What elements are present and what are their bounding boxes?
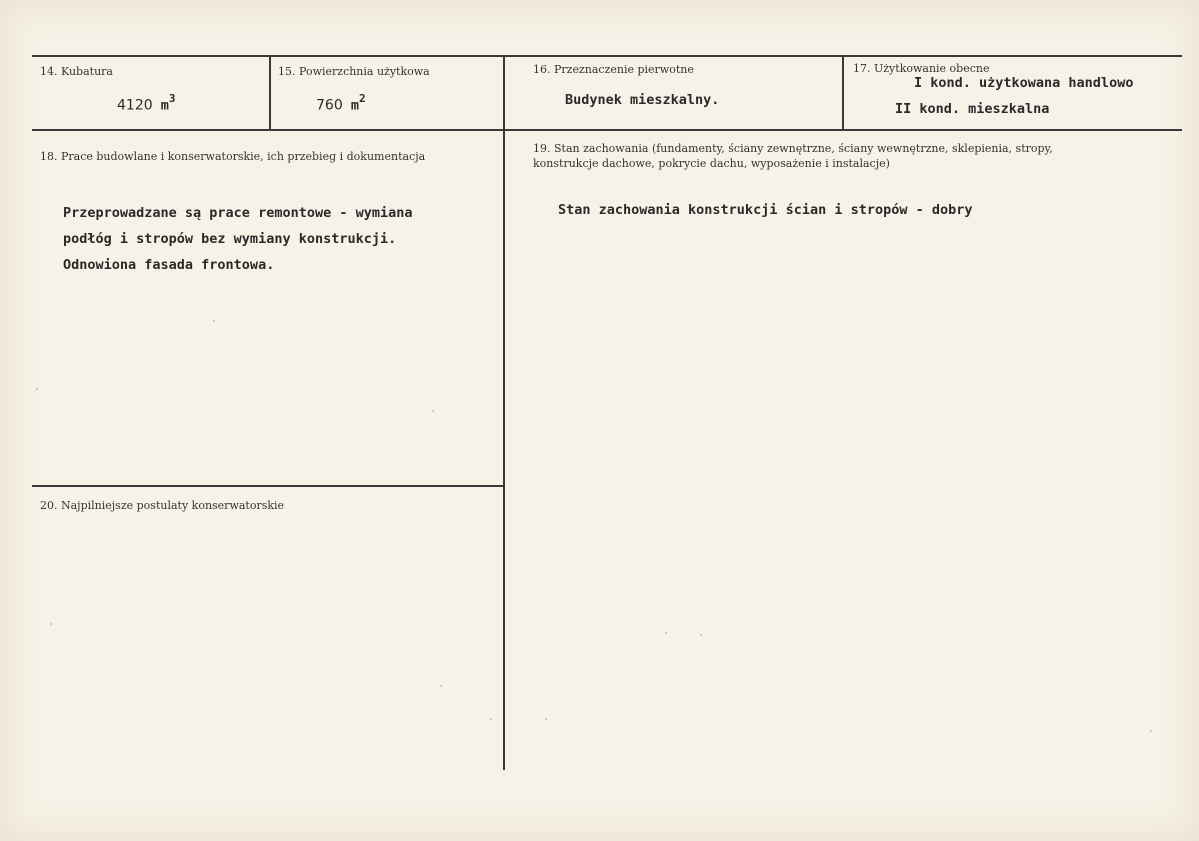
paper-speck [213, 320, 215, 322]
top-rule [32, 55, 1182, 57]
field-18-line-2: podłóg i stropów bez wymiany konstrukcji. [63, 231, 397, 247]
row1-bottom-rule [32, 129, 1182, 131]
field-19-label-line-1: 19. Stan zachowania (fundamenty, ściany zewnętrzne, ściany wewnętrzne, sklepienia, stropy, [533, 142, 1053, 155]
field-14-value [117, 88, 176, 119]
paper-speck [490, 718, 492, 720]
paper-speck [50, 623, 52, 625]
field-18-line-1: Przeprowadzane są prace remontowe - wymiana [63, 205, 413, 221]
field-16-value: Budynek mieszkalny. [565, 92, 720, 108]
paper-speck [700, 634, 702, 636]
field-17-label: 17. Użytkowanie obecne [853, 62, 990, 75]
divider-14-15 [269, 56, 271, 129]
divider-main-column [503, 130, 505, 770]
field-19-label-line-2: konstrukcje dachowe, pokrycie dachu, wyposażenie i instalacje) [533, 157, 890, 170]
field-15-exponent: 2 [359, 92, 366, 105]
field-15-label: 15. Powierzchnia użytkowa [278, 65, 430, 78]
field-14-label: 14. Kubatura [40, 65, 113, 78]
paper-speck [432, 410, 434, 412]
field-15-value [316, 88, 366, 119]
field-14-number: 4120 [117, 97, 153, 114]
divider-15-16 [503, 56, 505, 129]
row2-bottom-rule [32, 485, 504, 487]
field-17-line-2: II kond. mieszkalna [895, 101, 1050, 117]
paper-speck [545, 718, 547, 720]
field-16-label: 16. Przeznaczenie pierwotne [533, 63, 694, 76]
field-14-exponent: 3 [168, 92, 176, 105]
field-18-label: 18. Prace budowlane i konserwatorskie, ich przebieg i dokumentacja [40, 150, 426, 163]
field-19-value: Stan zachowania konstrukcji ścian i stropów - dobry [558, 202, 973, 218]
field-18-line-3: Odnowiona fasada frontowa. [63, 257, 275, 273]
field-15-unit: m [350, 97, 360, 114]
field-15-number: 760 [316, 97, 343, 114]
paper-speck [440, 685, 442, 687]
field-14-unit: m [160, 97, 169, 114]
paper-speck [36, 388, 38, 390]
field-20-label: 20. Najpilniejsze postulaty konserwatorskie [40, 499, 285, 512]
field-18-text [63, 200, 413, 278]
field-17-line-1: I kond. użytkowana handlowo [914, 75, 1134, 91]
divider-16-17 [842, 56, 844, 129]
paper-speck [1150, 730, 1152, 732]
paper-speck [665, 632, 667, 634]
